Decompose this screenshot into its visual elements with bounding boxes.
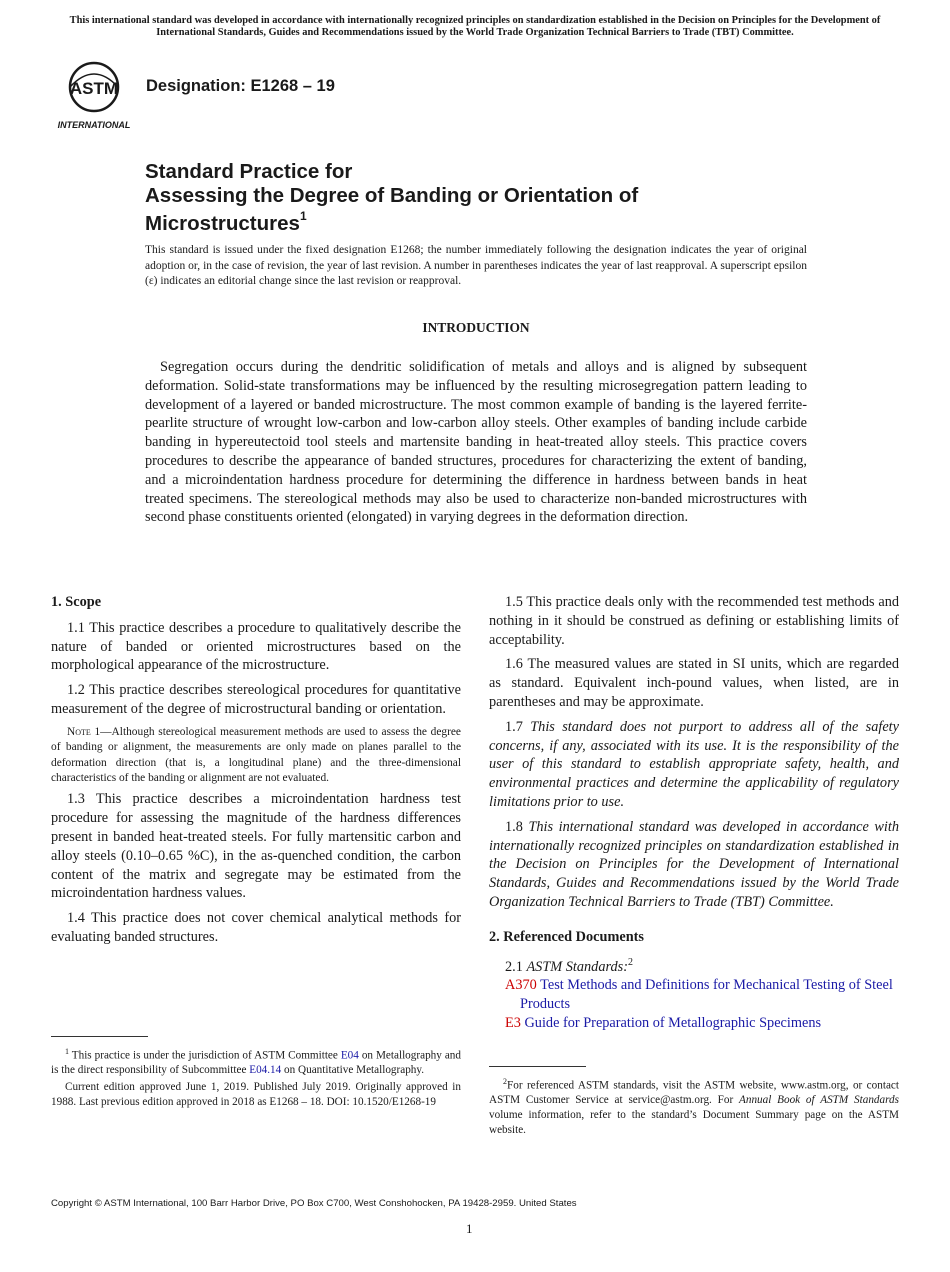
logo-wordmark: ASTM: [69, 79, 119, 98]
para-1-1: 1.1 This practice describes a procedure to qualitatively describe the nature of banded or oriented microstructures based on the morphological appearance of the microstructure.: [51, 619, 461, 674]
footnote-2-mark: 2: [503, 1077, 507, 1086]
note-1: [51, 725, 461, 787]
section-2-1-number: 2.1: [505, 958, 523, 975]
page-number: 1: [466, 1221, 473, 1236]
scope-heading: 1. Scope: [51, 594, 102, 610]
para-1-2: 1.2 This practice describes stereological procedures for quantitative measurement of the degree of microstructural banding or orientation.: [51, 682, 461, 717]
footnotes-right: [489, 1075, 899, 1140]
reference-e3[interactable]: [489, 1014, 899, 1033]
footnote-2-text-a: For referenced ASTM standards, visit the ASTM website, www.astm.org, or contact ASTM Customer Service at service@astm.org. For: [489, 1079, 899, 1107]
logo-subtext: INTERNATIONAL: [57, 120, 131, 130]
designation: Designation: E1268 – 19: [146, 77, 335, 95]
title-footnote-mark: 1: [299, 209, 307, 223]
title-line-2: Assessing the Degree of Banding or Orientation of: [145, 183, 639, 207]
right-column: [489, 593, 899, 1033]
reference-code[interactable]: E3: [505, 1014, 521, 1031]
reference-title[interactable]: Test Methods and Definitions for Mechanical Testing of Steel Products: [520, 977, 893, 1012]
introduction-heading: INTRODUCTION: [422, 320, 530, 335]
para-1-7-text: This standard does not purport to address all of the safety concerns, if any, associated with its use. It is the responsibility of the user of this standard to establish appropriate safety, health, and environmental practices and determine the applicability of regulatory limitations prior to use.: [489, 718, 899, 810]
section-2-1-footnote-mark: 2: [628, 956, 633, 968]
para-1-8-number: 1.8: [505, 818, 523, 835]
copyright: Copyright © ASTM International, 100 Barr Harbor Drive, PO Box C700, West Conshohocken, PA 19428-2959. United States: [51, 1198, 577, 1209]
note-label: Note 1: [67, 725, 101, 738]
footnote-divider-right: [489, 1066, 586, 1067]
footnotes-left: [51, 1045, 461, 1112]
standards-notice: This international standard was developed in accordance with internationally recognized principles on standardization established in the Decision on Principles for the Development of International Standards, Guides and Recommendations issued by the World Trade Organization Technical Barriers to Trade (TBT) Committee.: [69, 15, 881, 38]
section-2-1-title: ASTM Standards:: [526, 958, 628, 975]
astm-standards-label: [489, 954, 899, 977]
footnote-1-text-a: This practice is under the jurisdiction of ASTM Committee: [71, 1049, 341, 1062]
subcommittee-link[interactable]: E04.14: [249, 1064, 282, 1077]
reference-a370[interactable]: [489, 976, 899, 1014]
footnote-divider-left: [51, 1036, 148, 1037]
issued-statement: This standard is issued under the fixed designation E1268; the number immediately following the designation indicates the year of original adoption or, in the case of revision, the year of last revision. A number in parentheses indicates the year of last reapproval. A superscript epsilon (ε) indicates an editorial change since the last revision or reapproval.: [145, 244, 807, 287]
document-title: [145, 160, 845, 235]
para-1-3: 1.3 This practice describes a microindentation hardness test procedure for assessing the magnitude of the hardness differences present in banded heat-treated steels. For fully martensitic carbon and alloy steels (0.10–0.65 %C), in the as-quenched condition, the carbon content of the matrix and segregate may be estimated from the microindentation hardness values.: [51, 791, 461, 902]
referenced-documents-heading: 2. Referenced Documents: [489, 928, 644, 945]
committee-link[interactable]: E04: [340, 1049, 359, 1062]
footnote-1-text-b: on Metallography and is the direct responsibility of Subcommittee: [51, 1049, 461, 1077]
para-1-7: [489, 718, 899, 812]
reference-title[interactable]: Guide for Preparation of Metallographic Specimens: [524, 1014, 822, 1031]
para-1-5: 1.5 This practice deals only with the recommended test methods and nothing in it should be construed as defining or establishing limits of acceptability.: [489, 594, 899, 648]
footnote-2-italic: Annual Book of ASTM Standards: [739, 1094, 899, 1107]
note-text: —Although stereological measurement methods are used to assess the degree of banding or alignment, the measurements are only made on planes parallel to the deformation direction (that is, a longitudinal plane) and the three-dimensional characteristics of the banding or alignment are not evaluated.: [51, 725, 461, 784]
footnote-1-mark: 1: [65, 1047, 69, 1056]
para-1-8: [489, 818, 899, 912]
footnote-2: [489, 1075, 899, 1138]
para-1-6: 1.6 The measured values are stated in SI units, which are regarded as standard. Equivalent inch-pound values, when listed, are in parentheses and may be approximate.: [489, 656, 899, 710]
left-column: [51, 593, 461, 953]
edition-note: Current edition approved June 1, 2019. Published July 2019. Originally approved in 1988. Last previous edition approved in 2018 as E1268 – 18. DOI: 10.1520/E1268-19: [51, 1081, 461, 1108]
astm-logo: [54, 57, 134, 131]
reference-code[interactable]: A370: [505, 977, 537, 994]
footnote-1: [51, 1045, 461, 1078]
footnote-1-text-c: on Quantitative Metallography.: [281, 1064, 425, 1077]
footnote-2-text-b: volume information, refer to the standard’s Document Summary page on the ASTM website.: [489, 1109, 899, 1136]
para-1-7-number: 1.7: [505, 718, 523, 735]
para-1-4: 1.4 This practice does not cover chemical analytical methods for evaluating banded structures.: [51, 910, 461, 945]
introduction-text: Segregation occurs during the dendritic solidification of metals and alloys and is aligned by subsequent deformation. Solid-state transformations may be influenced by the resulting microsegregation pattern leading to development of a layered or banded microstructure. The most common example of banding is the layered ferrite-pearlite structure of wrought low-carbon and low-carbon alloy steels. Other examples of banding include carbide banding in hypereutectoid tool steels and martensite banding in heat-treated alloy steels. This practice covers procedures to describe the appearance of banded structures, procedures for characterizing the extent of banding, and a microindentation hardness procedure for determining the difference in hardness between bands in heat treated specimens. The stereological methods may also be used to characterize non-banded microstructures with second phase constituents oriented (elongated) in varying degrees in the deformation direction.: [145, 359, 807, 526]
title-line-1: Standard Practice for: [145, 160, 353, 183]
title-line-3: Microstructures: [145, 211, 300, 235]
para-1-8-text: This international standard was developed in accordance with internationally recognized principles on standardization established in the Decision on Principles for the Development of International Standards, Guides and Recommendations issued by the World Trade Organization Technical Barriers to Trade (TBT) Committee.: [489, 818, 900, 910]
